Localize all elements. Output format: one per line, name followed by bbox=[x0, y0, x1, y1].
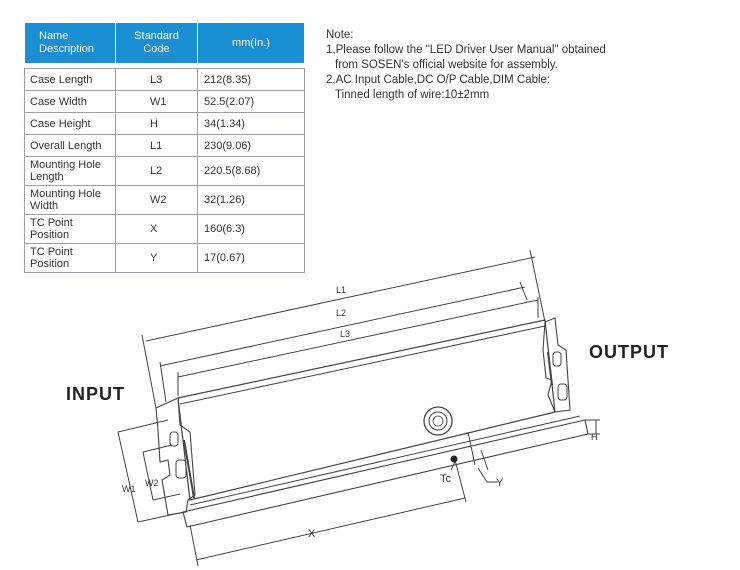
row-code: Y bbox=[116, 244, 198, 273]
row-value: 212(8.35) bbox=[198, 69, 305, 91]
x-extension-right bbox=[455, 460, 466, 502]
row-code: W2 bbox=[116, 186, 198, 215]
row-code: L1 bbox=[116, 135, 198, 157]
row-name: Case Width bbox=[25, 91, 116, 113]
row-name: Mounting Hole Width bbox=[25, 186, 116, 215]
left-mount-slot bbox=[170, 432, 178, 446]
y-leader-line bbox=[478, 468, 498, 482]
dim-label-l2: L2 bbox=[336, 308, 347, 318]
row-code: H bbox=[116, 113, 198, 135]
w2-dimension-line bbox=[143, 452, 153, 500]
row-value: 17(0.67) bbox=[198, 244, 305, 273]
output-label: OUTPUT bbox=[589, 342, 669, 362]
header-name-description: Name Description bbox=[25, 23, 116, 64]
row-name: TC Point Position bbox=[25, 215, 116, 244]
row-name: Case Length bbox=[25, 69, 116, 91]
row-value: 160(6.3) bbox=[198, 215, 305, 244]
dim-label-w1: W1 bbox=[122, 484, 136, 494]
row-value: 34(1.34) bbox=[198, 113, 305, 135]
dim-label-y: Y bbox=[496, 477, 504, 489]
row-code: W1 bbox=[116, 91, 198, 113]
adjust-knob-inner bbox=[429, 412, 447, 430]
note-line: 2,AC Input Cable,DC O/P Cable,DIM Cable: bbox=[326, 74, 551, 86]
row-name: Case Height bbox=[25, 113, 116, 135]
dim-label-x: X bbox=[308, 528, 316, 540]
adjust-knob-core bbox=[433, 416, 443, 426]
w1-extension-top bbox=[118, 420, 168, 432]
output-cable-lip bbox=[548, 352, 552, 385]
row-value: 32(1.26) bbox=[198, 186, 305, 215]
w2-extension-top bbox=[143, 445, 172, 452]
dim-label-l1: L1 bbox=[336, 285, 347, 295]
l1-extension-left bbox=[142, 335, 156, 408]
row-code: X bbox=[116, 215, 198, 244]
case-body bbox=[178, 320, 555, 500]
note-line: from SOSEN's official website for assembly. bbox=[335, 59, 558, 71]
input-label: INPUT bbox=[66, 384, 125, 404]
row-code: L2 bbox=[116, 157, 198, 186]
w2-extension-bottom bbox=[153, 494, 180, 500]
header-standard-code: Standard Code bbox=[116, 23, 198, 64]
row-value: 230(9.06) bbox=[198, 135, 305, 157]
tc-point-marker bbox=[451, 456, 458, 463]
l2-extension-left bbox=[160, 362, 166, 402]
y-dimension-ref bbox=[481, 450, 488, 470]
right-mount-slot bbox=[553, 352, 561, 366]
row-name: Mounting Hole Length bbox=[25, 157, 116, 186]
header-mm-in: mm(In.) bbox=[198, 23, 305, 64]
l2-extension-right bbox=[520, 282, 527, 300]
dim-label-l3: L3 bbox=[340, 329, 351, 339]
base-plate-edge bbox=[190, 416, 580, 505]
right-mounting-ear bbox=[543, 318, 570, 412]
x-dimension-line bbox=[196, 498, 465, 560]
row-name: TC Point Position bbox=[25, 244, 116, 273]
row-name: Overall Length bbox=[25, 135, 116, 157]
y-dimension-ref bbox=[468, 432, 475, 465]
w1-dimension-line bbox=[118, 432, 138, 522]
note-title: Note: bbox=[326, 29, 354, 41]
note-line: 1,Please follow the "LED Driver User Manual" obtained bbox=[326, 44, 606, 56]
note-line: Tinned length of wire:10±2mm bbox=[335, 89, 490, 101]
dim-label-tc: Tc bbox=[440, 473, 451, 485]
right-mount-slot bbox=[558, 384, 567, 400]
l3-dimension-line bbox=[178, 300, 538, 377]
adjust-knob-outer bbox=[424, 407, 452, 435]
base-plate bbox=[183, 420, 588, 527]
row-value: 52.5(2.07) bbox=[198, 91, 305, 113]
dim-label-h: H bbox=[591, 432, 598, 442]
row-code: L3 bbox=[116, 69, 198, 91]
left-mount-slot bbox=[176, 460, 186, 478]
dim-label-w2: W2 bbox=[145, 478, 159, 488]
w1-extension-bottom bbox=[138, 512, 184, 522]
row-value: 220.5(8.68) bbox=[198, 157, 305, 186]
